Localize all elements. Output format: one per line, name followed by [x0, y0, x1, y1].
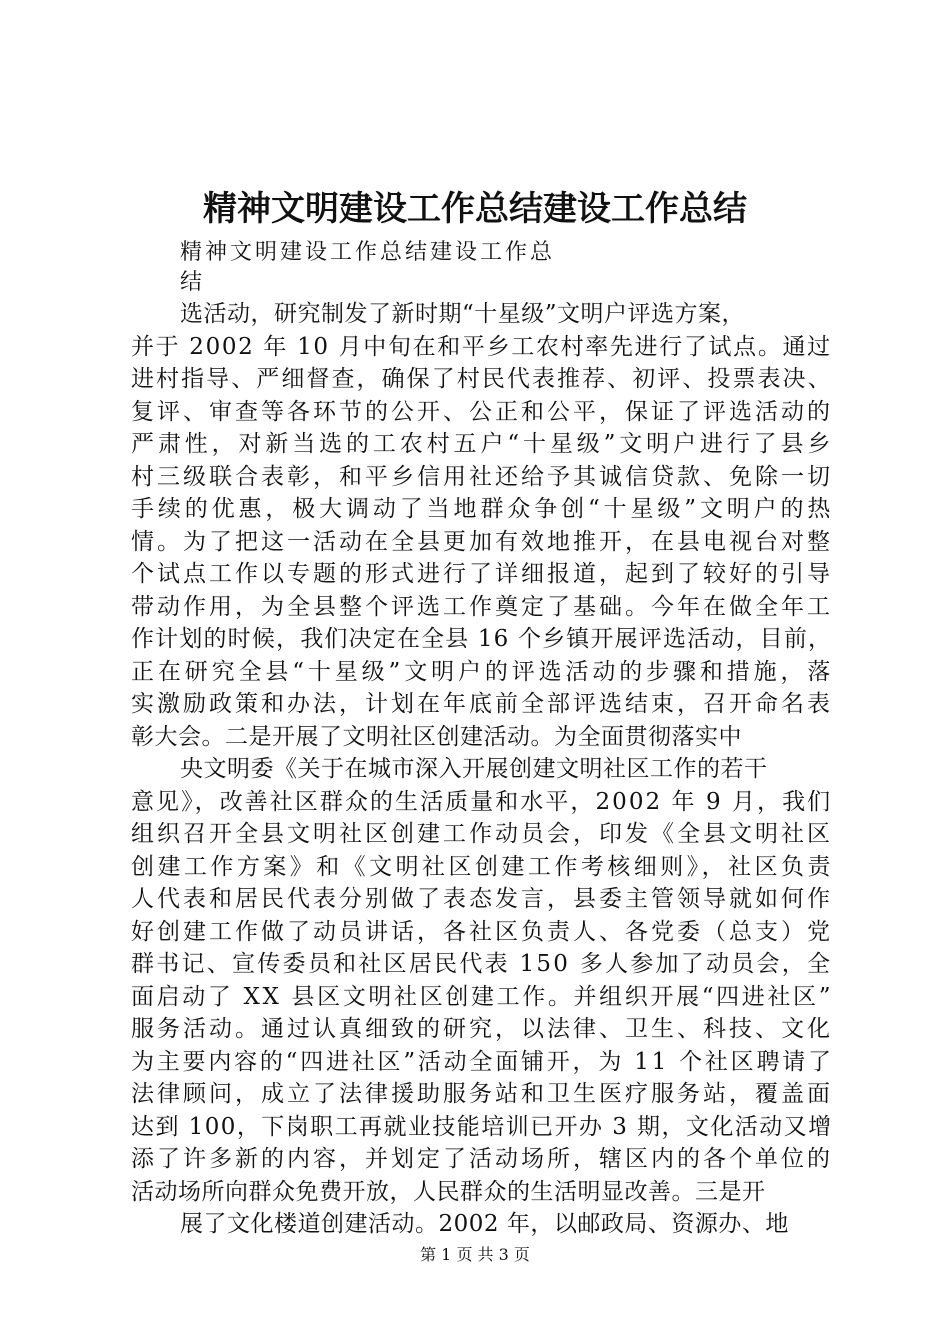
body-line: 作计划的时候，我们决定在全县 16 个乡镇开展评选活动，目前， — [131, 626, 833, 652]
body-line: 活动场所向群众免费开放，人民群众的生活明显改善。三是开 — [131, 1178, 766, 1205]
body-line: 选活动，研究制发了新时期“十星级”文明户评选方案， — [180, 301, 746, 327]
body-line: 法律顾问，成立了法律援助服务站和卫生医疗服务站，覆盖面 — [131, 1081, 833, 1107]
body-line: 展了文化楼道创建活动。2002 年，以邮政局、资源办、地 — [180, 1211, 789, 1237]
body-line: 严肃性，对新当选的工农村五户“十星级”文明户进行了县乡 — [131, 431, 835, 457]
body-line: 好创建工作做了动员讲话，各社区负责人、各党委（总支）党 — [131, 918, 833, 945]
body-line: 进村指导、严细督查，确保了村民代表推荐、初评、投票表决、 — [131, 366, 833, 392]
body-line: 意见》，改善社区群众的生活质量和水平，2002 年 9 月，我们 — [131, 788, 833, 815]
body-line: 服务活动。通过认真细致的研究，以法律、卫生、科技、文化 — [131, 1016, 833, 1042]
body-line: 组织召开全县文明社区创建工作动员会，印发《全县文明社区 — [131, 821, 833, 847]
subtitle-line-1: 精神文明建设工作总结建设工作总 — [180, 240, 556, 265]
body-line: 群书记、宣传委员和社区居民代表 150 多人参加了动员会，全 — [131, 951, 833, 977]
body-line: 个试点工作以专题的形式进行了详细报道，起到了较好的引导 — [131, 561, 833, 587]
body-line: 带动作用，为全县整个评选工作奠定了基础。今年在做全年工 — [131, 593, 833, 620]
body-line: 村三级联合表彰，和平乡信用社还给予其诚信贷款、免除一切 — [131, 463, 833, 490]
body-line: 为主要内容的“四进社区”活动全面铺开，为 11 个社区聘请了 — [131, 1048, 834, 1075]
body-line: 面启动了 XX 县区文明社区创建工作。并组织开展“四进社区” — [131, 983, 834, 1010]
body-line: 复评、审查等各环节的公开、公正和公平，保证了评选活动的 — [131, 398, 833, 425]
body-line: 并于 2002 年 10 月中旬在和平乡工农村率先进行了试点。通过 — [131, 333, 832, 360]
body-line: 达到 100，下岗职工再就业技能培训已开办 3 期，文化活动又增 — [131, 1113, 833, 1140]
body-line: 情。为了把这一活动在全县更加有效地推开，在县电视台对整 — [131, 528, 833, 555]
body-line: 手续的优惠，极大调动了当地群众争创“十星级”文明户的热 — [131, 496, 835, 522]
body-line: 人代表和居民代表分别做了表态发言，县委主管领导就如何作 — [131, 886, 833, 912]
body-line: 央文明委《关于在城市深入开展创建文明社区工作的若干 — [180, 756, 768, 782]
body-line: 添了许多新的内容，并划定了活动场所，辖区内的各个单位的 — [131, 1146, 833, 1172]
page-number: 第 1 页 共 3 页 — [420, 1245, 530, 1264]
body-line: 实激励政策和办法，计划在年底前全部评选结束，召开命名表 — [131, 691, 833, 717]
body-line: 彰大会。二是开展了文明社区创建活动。为全面贯彻落实中 — [131, 723, 742, 750]
subtitle-line-2: 结 — [180, 270, 206, 295]
document-title: 精神文明建设工作总结建设工作总结 — [203, 189, 747, 229]
body-line: 创建工作方案》和《文明社区创建工作考核细则》，社区负责 — [131, 853, 834, 880]
body-line: 正在研究全县“十星级”文明户的评选活动的步骤和措施，落 — [131, 658, 835, 685]
